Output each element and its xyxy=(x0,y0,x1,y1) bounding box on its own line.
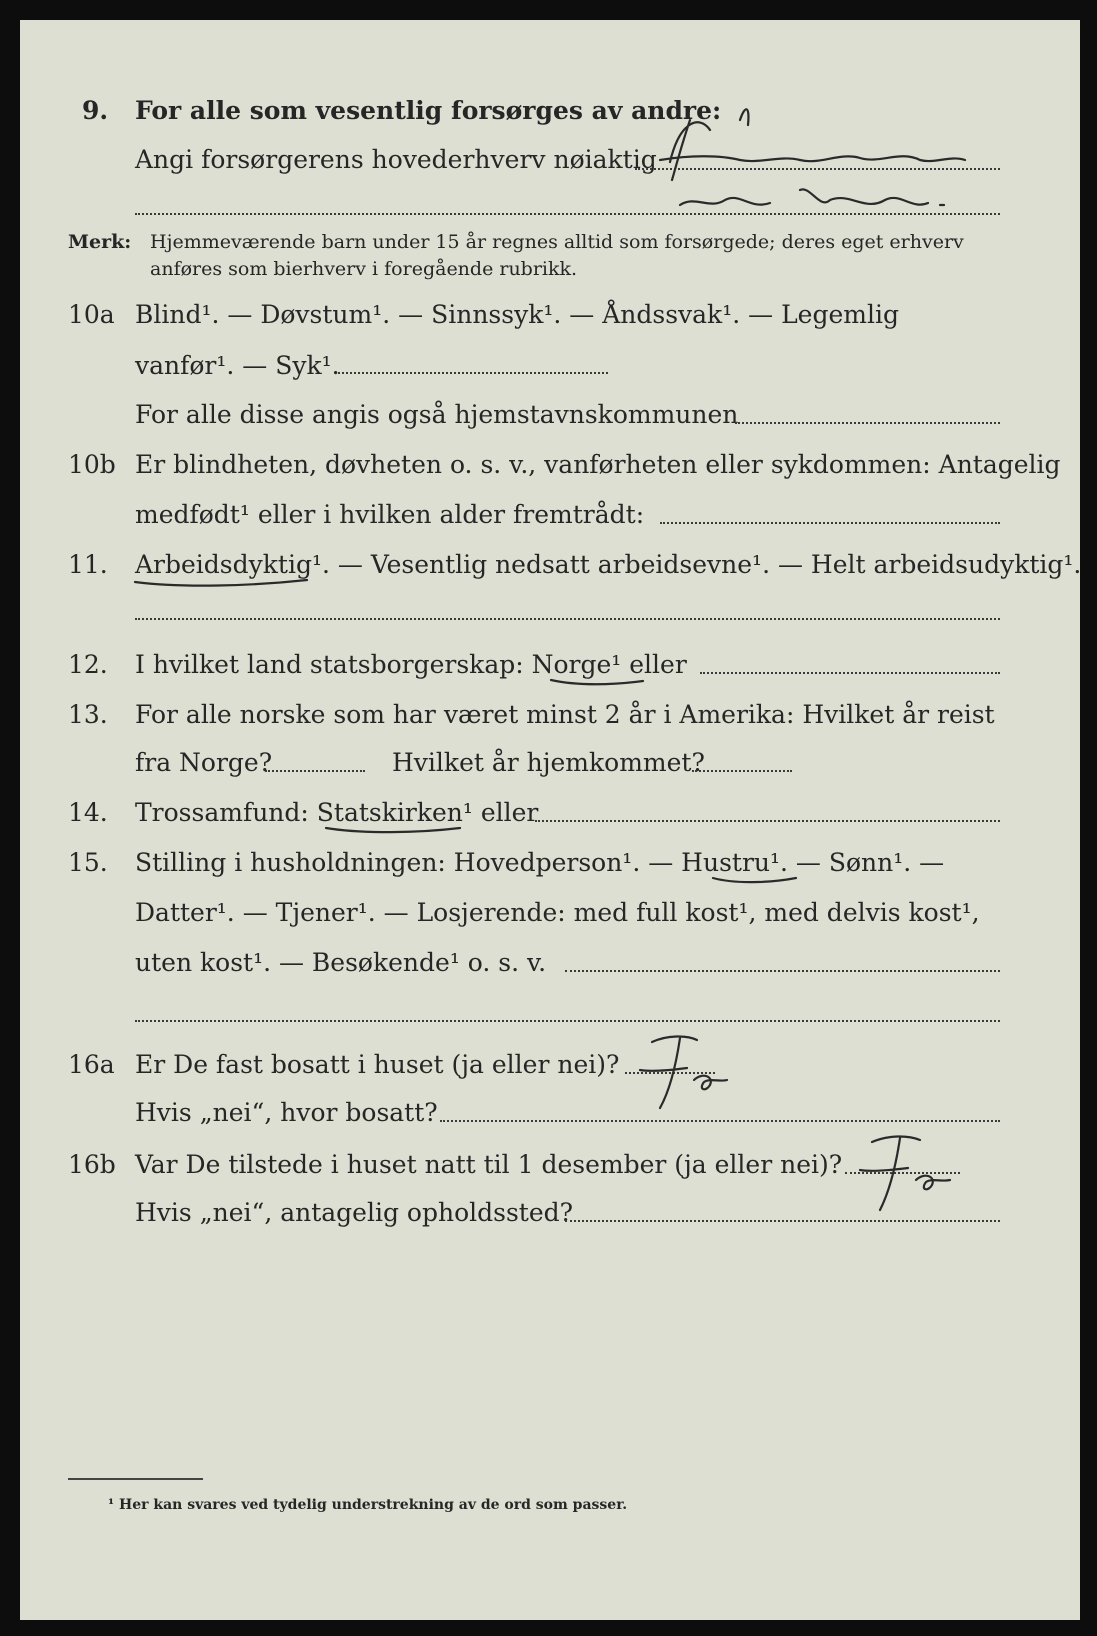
q14-answer-line[interactable] xyxy=(535,820,1000,822)
q12-line-1: I hvilket land statsborgerskap: Norge¹ eller xyxy=(135,650,687,679)
q13-line-1: For alle norske som har været minst 2 år i Amerika: Hvilket år reist xyxy=(135,700,995,729)
q10a-hjemstavn-answer-line[interactable] xyxy=(735,422,1000,424)
q11-underline-mark xyxy=(132,576,312,590)
q14-underline-mark xyxy=(323,823,463,837)
q16b-number: 16b xyxy=(68,1150,116,1179)
q14-number: 14. xyxy=(68,798,108,827)
q13-reist-answer-line[interactable] xyxy=(265,770,365,772)
q13-hjemkommet-answer-line[interactable] xyxy=(692,770,792,772)
q11-number: 11. xyxy=(68,550,108,579)
q9-prompt: Angi forsørgerens hovederhverv nøiaktig xyxy=(135,145,657,174)
merk-line-1: Hjemmeværende barn under 15 år regnes alltid som forsørgede; deres eget erhverv xyxy=(150,231,964,253)
q9-handwriting-signature xyxy=(650,100,980,225)
q10a-line-3: For alle disse angis også hjemstavnskommunen xyxy=(135,400,739,429)
q14-line-1: Trossamfund: Statskirken¹ eller xyxy=(135,798,539,827)
q10a-number: 10a xyxy=(68,300,115,329)
q16a-number: 16a xyxy=(68,1050,115,1079)
footnote-rule xyxy=(68,1478,203,1480)
merk-label: Merk: xyxy=(68,231,132,253)
q10b-number: 10b xyxy=(68,450,116,479)
q16b-line-1: Var De tilstede i huset natt til 1 desember (ja eller nei)? xyxy=(135,1150,843,1179)
census-form-page xyxy=(20,20,1080,1620)
q9-heading: For alle som vesentlig forsørges av andre: xyxy=(135,96,722,125)
q10a-line-1: Blind¹. — Døvstum¹. — Sinnssyk¹. — Åndssvak¹. — Legemlig xyxy=(135,300,899,329)
q16a-line-1: Er De fast bosatt i huset (ja eller nei)? xyxy=(135,1050,620,1079)
q16a-bosatt-answer-line[interactable] xyxy=(440,1120,1000,1122)
q9-number: 9. xyxy=(82,96,109,125)
q15-line-2: Datter¹. — Tjener¹. — Losjerende: med full kost¹, med delvis kost¹, xyxy=(135,898,980,927)
q13-line-2b: Hvilket år hjemkommet? xyxy=(392,748,705,777)
q10a-line-2: vanfør¹. — Syk¹. xyxy=(135,351,340,380)
q12-answer-line[interactable] xyxy=(700,672,1000,674)
merk-line-2: anføres som bierhverv i foregående rubrikk. xyxy=(150,258,578,280)
q10b-answer-line[interactable] xyxy=(660,522,1000,524)
q12-number: 12. xyxy=(68,650,108,679)
q16a-handwritten-answer xyxy=(632,1030,742,1115)
q10b-line-1: Er blindheten, døvheten o. s. v., vanførheten eller sykdommen: Antagelig xyxy=(135,450,1061,479)
q13-number: 13. xyxy=(68,700,108,729)
q15-line-3: uten kost¹. — Besøkende¹ o. s. v. xyxy=(135,948,547,977)
q12-underline-mark xyxy=(548,675,648,689)
q15-answer-line-2[interactable] xyxy=(135,1020,1000,1022)
q15-underline-mark xyxy=(710,873,800,887)
q16a-line-2: Hvis „nei“, hvor bosatt? xyxy=(135,1098,438,1127)
footnote-text: ¹ Her kan svares ved tydelig understrekning av de ord som passer. xyxy=(108,1497,628,1513)
q11-answer-line[interactable] xyxy=(135,618,1000,620)
q16b-handwritten-answer xyxy=(850,1130,960,1215)
q11-line-1: Arbeidsdyktig¹. — Vesentlig nedsatt arbeidsevne¹. — Helt arbeidsudyktig¹. xyxy=(135,550,1082,579)
q15-answer-line-1[interactable] xyxy=(565,970,1000,972)
q13-line-2a: fra Norge? xyxy=(135,748,273,777)
q16b-opholdssted-answer-line[interactable] xyxy=(565,1220,1000,1222)
q16b-line-2: Hvis „nei“, antagelig opholdssted? xyxy=(135,1198,574,1227)
q10a-syk-answer-line[interactable] xyxy=(338,372,608,374)
q15-line-1: Stilling i husholdningen: Hovedperson¹. — Hustru¹. — Sønn¹. — xyxy=(135,848,945,877)
q10b-line-2: medfødt¹ eller i hvilken alder fremtrådt: xyxy=(135,500,645,529)
q15-number: 15. xyxy=(68,848,108,877)
